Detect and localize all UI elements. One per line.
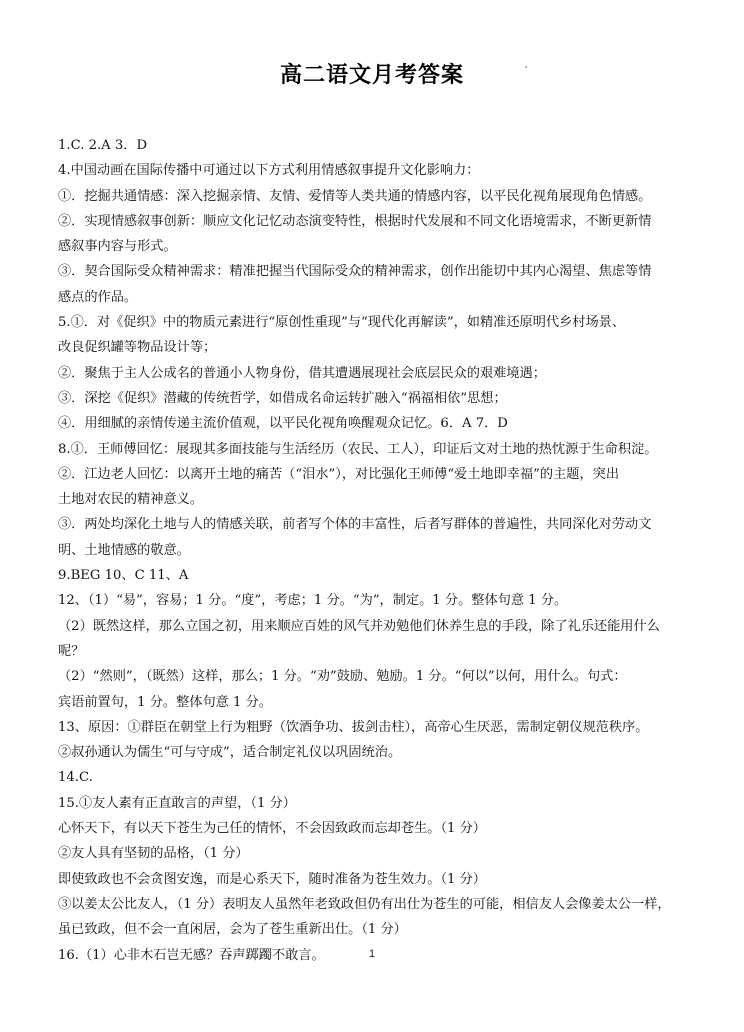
- answer-line: ③．两处均深化土地与人的情感关联，前者写个体的丰富性，后者写群体的普遍性，共同深化对劳动文: [58, 517, 652, 533]
- answer-line: ③以姜太公比友人，（1 分）表明友人虽然年老致政但仍有出仕为苍生的可能，相信友人会像姜太公一样，: [58, 896, 671, 912]
- answer-line: 心怀天下，有以天下苍生为己任的情怀，不会因致政而忘却苍生。（1 分）: [58, 821, 486, 837]
- answer-line: （2）“然则”，（既然）这样，那么；1 分。“劝”鼓励、勉励。1 分。“何以”以何，用什么。句式：: [58, 669, 627, 685]
- answer-line: 14.C.: [58, 770, 93, 786]
- answer-line: ②友人具有坚韧的品格，（1 分）: [58, 846, 249, 862]
- answer-line: 1.C. 2.A 3．D: [58, 138, 148, 153]
- document-title: 高二语文月考答案: [279, 63, 464, 88]
- answer-line: 感点的作品。: [58, 289, 138, 305]
- answer-line: （2）既然这样，那么立国之初，用来顺应百姓的风气并劝勉他们休养生息的手段，除了礼乐还能用什么: [58, 618, 660, 634]
- answer-line: 4.中国动画在国际传播中可通过以下方式利用情感叙事提升文化影响力：: [58, 163, 480, 179]
- answer-line: ④．用细腻的亲情传递主流价值观，以平民化视角唤醒观众记忆。6．A 7．D: [58, 416, 508, 432]
- answer-line: 9.BEG 10、C 11、A: [58, 568, 189, 584]
- answer-line: 土地对农民的精神意义。: [58, 492, 204, 508]
- answer-line: 8.①．王师傅回忆：展现其多面技能与生活经历（农民、工人），印证后文对土地的热忱源于生命积淀。: [58, 441, 658, 457]
- answer-line: 12、（1）“易”，容易；1 分。“度”，考虑；1 分。“为”，制定。1 分。整体句意 1 分。: [58, 593, 568, 609]
- answer-line: 呢？: [58, 643, 85, 659]
- answer-line: 5.①．对《促织》中的物质元素进行“原创性重现”与“现代化再解读”，如精准还原明代乡村场景、: [58, 315, 626, 331]
- answer-line: ②叔孙通认为儒生“可与守成”，适合制定礼仪以巩固统治。: [58, 745, 402, 761]
- answer-line: 改良促织罐等物品设计等；: [58, 340, 217, 356]
- answer-line: ③．契合国际受众精神需求：精准把握当代国际受众的精神需求，创作出能切中其内心渴望、焦虑等情: [58, 264, 652, 280]
- answer-line: ①．挖掘共通情感：深入挖掘亲情、友情、爱情等人类共通的情感内容，以平民化视角展现角色情感。: [58, 188, 652, 204]
- answer-line: 宾语前置句，1 分。整体句意 1 分。: [58, 694, 272, 710]
- answer-line: 即使致政也不会贪图安逸，而是心系天下，随时准备为苍生效力。（1 分）: [58, 871, 486, 887]
- answer-line: 虽已致政，但不会一直闲居，会为了苍生重新出仕。（1 分）: [58, 922, 407, 938]
- answer-line: ②．实现情感叙事创新：顺应文化记忆动态演变特性，根据时代发展和不同文化语境需求，不断更新情: [58, 213, 652, 229]
- answer-line: 感叙事内容与形式。: [58, 239, 177, 255]
- answer-line: ③．深挖《促织》潜藏的传统哲学，如借成名命运转扩融入“祸福相依”思想；: [58, 390, 507, 406]
- answer-line: 明、土地情感的敬意。: [58, 542, 190, 558]
- answer-line: ②．聚焦于主人公成名的普通小人物身份，借其遭遇展现社会底层民众的艰难境遇；: [58, 365, 546, 381]
- stray-dot-mark: [525, 66, 527, 68]
- answer-line: 13、原因：①群臣在朝堂上行为粗野（饮酒争功、拔剑击柱），高帝心生厌恶，需制定朝仪规范秩序。: [58, 719, 649, 735]
- answer-line: 16.（1）心非木石岂无感？吞声踯躅不敢言。: [58, 947, 325, 963]
- answer-line: 15.①友人素有正直敢言的声望，（1 分）: [58, 795, 296, 811]
- page-number: 1: [368, 948, 376, 960]
- answer-line: ②．江边老人回忆：以离开土地的痛苦（“泪水”），对比强化王师傅“爱土地即幸福”的主题，突出: [58, 466, 620, 482]
- answer-body: [58, 133, 690, 968]
